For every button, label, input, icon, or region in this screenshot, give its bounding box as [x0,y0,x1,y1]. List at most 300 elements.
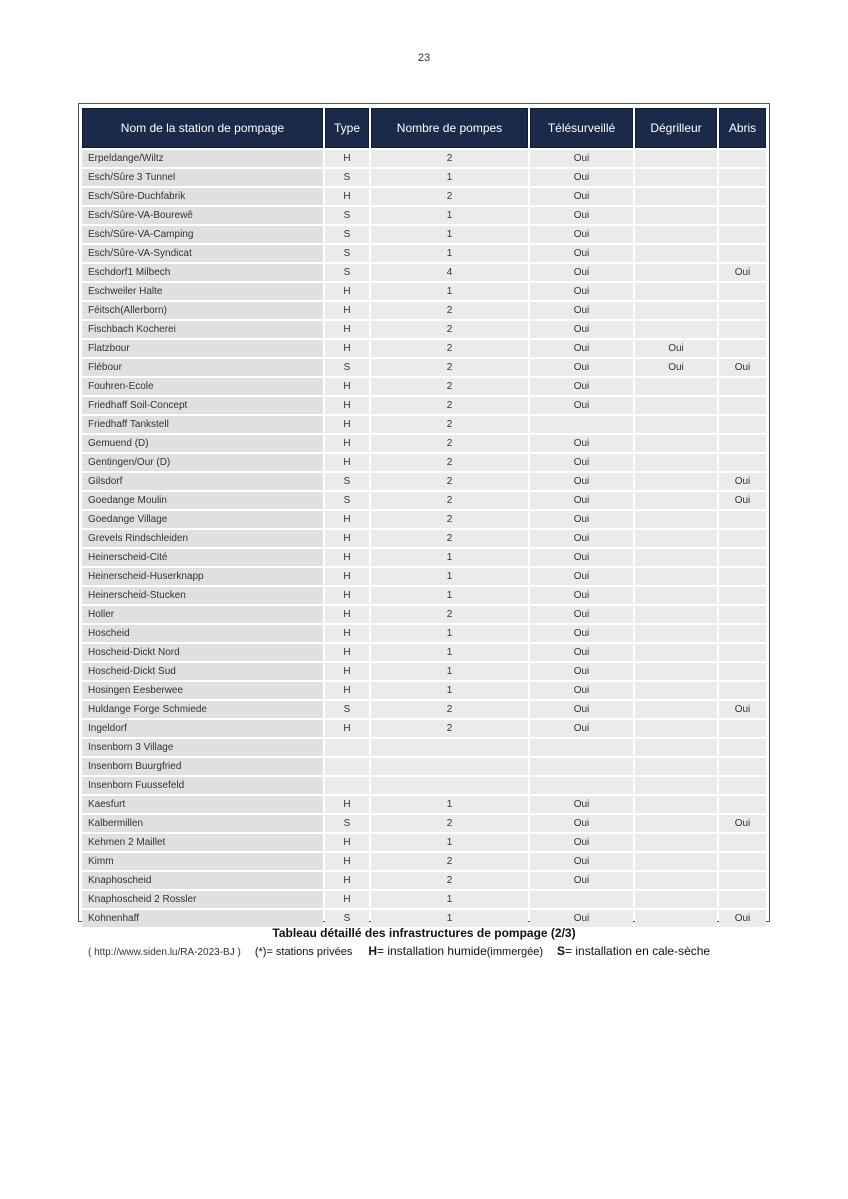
cell-type [325,777,369,794]
table-row [82,492,766,509]
cell-pump-count: 2 [371,701,528,718]
table-row [82,606,766,623]
cell-pump-count: 2 [371,815,528,832]
table-row [82,568,766,585]
table-row [82,796,766,813]
table-row [82,378,766,395]
cell-type: H [325,340,369,357]
cell-remote-monitoring: Oui [530,663,633,680]
cell-shelter: Oui [719,359,766,376]
cell-pump-count: 2 [371,872,528,889]
cell-pump-count: 2 [371,454,528,471]
cell-shelter: Oui [719,701,766,718]
cell-shelter [719,169,766,186]
cell-pump-count: 2 [371,302,528,319]
table-row [82,226,766,243]
cell-type: H [325,188,369,205]
cell-pump-count [371,739,528,756]
cell-pump-count: 1 [371,207,528,224]
cell-pump-count: 2 [371,150,528,167]
cell-type: H [325,625,369,642]
cell-pump-count: 2 [371,511,528,528]
table-row [82,321,766,338]
cell-shelter: Oui [719,473,766,490]
cell-screen [635,606,717,623]
legend-h-symbol: H [368,944,378,958]
cell-remote-monitoring: Oui [530,226,633,243]
cell-station-name: Grevels Rindschleiden [82,530,323,547]
cell-screen [635,549,717,566]
cell-station-name: Féitsch(Allerborn) [82,302,323,319]
cell-pump-count: 1 [371,682,528,699]
header-type: Type [325,108,369,148]
cell-screen [635,169,717,186]
cell-shelter [719,796,766,813]
cell-remote-monitoring: Oui [530,625,633,642]
table-row [82,682,766,699]
cell-remote-monitoring: Oui [530,853,633,870]
cell-pump-count: 1 [371,568,528,585]
header-station-name: Nom de la station de pompage [82,108,323,148]
legend-private-symbol: (*) [254,946,267,958]
legend-dry [557,944,710,958]
cell-pump-count: 2 [371,359,528,376]
cell-shelter [719,511,766,528]
cell-pump-count [371,777,528,794]
header-remote-monitoring: Télésurveillé [530,108,633,148]
cell-pump-count: 1 [371,644,528,661]
cell-type: H [325,511,369,528]
cell-shelter: Oui [719,264,766,281]
cell-shelter [719,777,766,794]
cell-pump-count: 2 [371,378,528,395]
cell-pump-count: 1 [371,910,528,927]
cell-shelter [719,549,766,566]
cell-type [325,739,369,756]
cell-type: H [325,454,369,471]
cell-pump-count: 1 [371,891,528,908]
cell-type: H [325,606,369,623]
source-url: ( http://www.siden.lu/RA-2023-BJ ) [88,947,241,958]
cell-screen [635,492,717,509]
cell-pump-count: 1 [371,587,528,604]
cell-type: H [325,435,369,452]
cell-station-name: Eschdorf1 Milbech [82,264,323,281]
table-row [82,834,766,851]
cell-station-name: Gemuend (D) [82,435,323,452]
cell-station-name: Kaesfurt [82,796,323,813]
cell-shelter [719,872,766,889]
cell-pump-count: 4 [371,264,528,281]
cell-remote-monitoring: Oui [530,587,633,604]
table-row [82,473,766,490]
table-row [82,872,766,889]
cell-shelter [719,283,766,300]
cell-station-name: Esch/Sûre-VA-Camping [82,226,323,243]
cell-station-name: Insenborn Buurgfried [82,758,323,775]
cell-shelter [719,568,766,585]
cell-pump-count: 1 [371,283,528,300]
cell-remote-monitoring: Oui [530,530,633,547]
cell-remote-monitoring: Oui [530,549,633,566]
cell-type: H [325,568,369,585]
cell-shelter [719,245,766,262]
cell-station-name: Gentingen/Our (D) [82,454,323,471]
cell-remote-monitoring: Oui [530,511,633,528]
cell-shelter [719,891,766,908]
table-row [82,777,766,794]
cell-type: H [325,302,369,319]
table-row [82,207,766,224]
cell-type: S [325,245,369,262]
cell-type: S [325,169,369,186]
cell-station-name: Heinerscheid-Stucken [82,587,323,604]
cell-type: H [325,549,369,566]
cell-station-name: Heinerscheid-Huserknapp [82,568,323,585]
header-shelter: Abris [719,108,766,148]
cell-screen [635,644,717,661]
cell-pump-count: 1 [371,796,528,813]
cell-screen [635,910,717,927]
cell-screen [635,150,717,167]
cell-screen [635,473,717,490]
cell-shelter [719,188,766,205]
cell-type: H [325,682,369,699]
cell-type: H [325,150,369,167]
cell-screen [635,511,717,528]
header-screen: Dégrilleur [635,108,717,148]
cell-screen [635,302,717,319]
cell-shelter [719,758,766,775]
cell-remote-monitoring: Oui [530,340,633,357]
cell-shelter [719,853,766,870]
cell-screen [635,207,717,224]
page-number: 23 [417,52,431,64]
cell-screen [635,530,717,547]
cell-station-name: Knaphoscheid 2 Rossler [82,891,323,908]
cell-type: H [325,891,369,908]
cell-station-name: Kehmen 2 Maillet [82,834,323,851]
cell-station-name: Hoscheid [82,625,323,642]
cell-pump-count: 2 [371,340,528,357]
cell-remote-monitoring: Oui [530,910,633,927]
cell-station-name: Erpeldange/Wiltz [82,150,323,167]
table-row [82,454,766,471]
cell-station-name: Knaphoscheid [82,872,323,889]
cell-remote-monitoring: Oui [530,188,633,205]
cell-remote-monitoring: Oui [530,815,633,832]
cell-remote-monitoring: Oui [530,568,633,585]
cell-station-name: Huldange Forge Schmiede [82,701,323,718]
cell-remote-monitoring: Oui [530,283,633,300]
cell-shelter [719,378,766,395]
legend-s-text: = installation en cale-sèche [565,944,711,958]
cell-pump-count: 1 [371,834,528,851]
cell-type: H [325,587,369,604]
cell-type: H [325,530,369,547]
cell-screen [635,834,717,851]
cell-remote-monitoring: Oui [530,473,633,490]
table-row [82,587,766,604]
table-row [82,511,766,528]
cell-shelter [719,340,766,357]
pumping-stations-table-frame [78,103,770,922]
cell-station-name: Eschweiler Halte [82,283,323,300]
cell-type: H [325,283,369,300]
cell-shelter [719,321,766,338]
table-row [82,150,766,167]
cell-shelter: Oui [719,492,766,509]
cell-shelter [719,150,766,167]
cell-screen [635,663,717,680]
cell-station-name: Flébour [82,359,323,376]
cell-station-name: Heinerscheid-Cité [82,549,323,566]
cell-shelter: Oui [719,815,766,832]
cell-pump-count: 1 [371,245,528,262]
table-legend [88,944,778,958]
cell-pump-count: 1 [371,226,528,243]
cell-shelter [719,397,766,414]
cell-type: S [325,264,369,281]
cell-shelter [719,682,766,699]
cell-remote-monitoring: Oui [530,606,633,623]
table-row [82,397,766,414]
table-row [82,340,766,357]
cell-screen [635,226,717,243]
legend-h-text: = installation humide [377,944,487,958]
cell-station-name: Gilsdorf [82,473,323,490]
table-row [82,188,766,205]
cell-screen [635,796,717,813]
cell-remote-monitoring [530,416,633,433]
table-row [82,853,766,870]
cell-type: S [325,492,369,509]
table-caption: Tableau détaillé des infrastructures de pompage (2/3) [272,926,576,940]
cell-type: S [325,359,369,376]
cell-remote-monitoring: Oui [530,264,633,281]
legend-private [255,946,353,958]
cell-screen [635,321,717,338]
cell-station-name: Esch/Sûre-VA-Bourewê [82,207,323,224]
cell-screen: Oui [635,340,717,357]
cell-screen [635,378,717,395]
cell-type: S [325,701,369,718]
cell-screen [635,568,717,585]
cell-remote-monitoring [530,777,633,794]
cell-type: H [325,872,369,889]
cell-remote-monitoring: Oui [530,872,633,889]
cell-type: S [325,815,369,832]
cell-shelter [719,644,766,661]
cell-remote-monitoring: Oui [530,720,633,737]
cell-pump-count: 2 [371,435,528,452]
cell-type: H [325,416,369,433]
cell-screen [635,416,717,433]
table-row [82,549,766,566]
cell-station-name: Hoscheid-Dickt Nord [82,644,323,661]
cell-remote-monitoring: Oui [530,834,633,851]
cell-type: H [325,853,369,870]
cell-station-name: Goedange Moulin [82,492,323,509]
cell-screen [635,853,717,870]
cell-type: H [325,397,369,414]
cell-station-name: Insenborn 3 Village [82,739,323,756]
table-row [82,435,766,452]
cell-shelter [719,739,766,756]
cell-station-name: Ingeldorf [82,720,323,737]
cell-remote-monitoring: Oui [530,150,633,167]
pumping-stations-table [80,106,768,929]
cell-remote-monitoring [530,739,633,756]
cell-station-name: Friedhaff Tankstell [82,416,323,433]
cell-remote-monitoring [530,758,633,775]
cell-type: H [325,378,369,395]
cell-screen [635,701,717,718]
cell-screen [635,682,717,699]
table-row [82,815,766,832]
table-row [82,720,766,737]
cell-screen [635,720,717,737]
cell-remote-monitoring: Oui [530,321,633,338]
cell-pump-count: 2 [371,321,528,338]
cell-type: H [325,663,369,680]
table-header-row [82,108,766,148]
cell-screen [635,891,717,908]
cell-station-name: Esch/Sûre-Duchfabrik [82,188,323,205]
cell-type: S [325,226,369,243]
cell-shelter: Oui [719,910,766,927]
cell-pump-count: 1 [371,549,528,566]
cell-screen [635,815,717,832]
cell-remote-monitoring: Oui [530,492,633,509]
table-row [82,302,766,319]
cell-shelter [719,720,766,737]
cell-pump-count: 2 [371,397,528,414]
cell-screen [635,587,717,604]
cell-station-name: Fischbach Kocherei [82,321,323,338]
legend-h-note: (immergée) [486,946,543,958]
cell-station-name: Esch/Sûre-VA-Syndicat [82,245,323,262]
cell-type: S [325,910,369,927]
table-row [82,416,766,433]
cell-shelter [719,226,766,243]
cell-type: H [325,321,369,338]
cell-pump-count: 2 [371,530,528,547]
cell-remote-monitoring: Oui [530,169,633,186]
cell-type: H [325,644,369,661]
cell-shelter [719,663,766,680]
header-pump-count: Nombre de pompes [371,108,528,148]
legend-private-text: = stations privées [266,946,353,958]
cell-station-name: Goedange Village [82,511,323,528]
cell-station-name: Hosingen Eesberwee [82,682,323,699]
cell-pump-count: 2 [371,188,528,205]
cell-pump-count: 1 [371,663,528,680]
cell-station-name: Kalbermillen [82,815,323,832]
cell-remote-monitoring: Oui [530,796,633,813]
cell-screen [635,397,717,414]
cell-shelter [719,302,766,319]
cell-remote-monitoring: Oui [530,207,633,224]
cell-screen [635,758,717,775]
cell-station-name: Kimm [82,853,323,870]
cell-type: H [325,720,369,737]
table-row [82,264,766,281]
cell-remote-monitoring: Oui [530,454,633,471]
legend-s-symbol: S [557,944,566,958]
table-row [82,359,766,376]
cell-pump-count: 1 [371,625,528,642]
cell-screen: Oui [635,359,717,376]
table-row [82,644,766,661]
table-row [82,663,766,680]
cell-station-name: Friedhaff Soil-Concept [82,397,323,414]
cell-screen [635,872,717,889]
cell-shelter [719,454,766,471]
cell-pump-count [371,758,528,775]
cell-shelter [719,606,766,623]
cell-remote-monitoring [530,891,633,908]
cell-station-name: Esch/Sûre 3 Tunnel [82,169,323,186]
cell-pump-count: 2 [371,416,528,433]
cell-screen [635,625,717,642]
cell-pump-count: 1 [371,169,528,186]
cell-station-name: Flatzbour [82,340,323,357]
cell-type: S [325,473,369,490]
table-row [82,891,766,908]
cell-type: H [325,834,369,851]
legend-humid [368,944,543,958]
table-body [82,150,766,927]
cell-type: H [325,796,369,813]
table-row [82,701,766,718]
cell-screen [635,264,717,281]
table-row [82,910,766,927]
cell-remote-monitoring: Oui [530,245,633,262]
cell-type: S [325,207,369,224]
table-row [82,530,766,547]
cell-station-name: Holler [82,606,323,623]
cell-shelter [719,625,766,642]
cell-screen [635,777,717,794]
cell-pump-count: 2 [371,853,528,870]
cell-station-name: Hoscheid-Dickt Sud [82,663,323,680]
cell-remote-monitoring: Oui [530,378,633,395]
cell-screen [635,739,717,756]
cell-station-name: Kohnenhaff [82,910,323,927]
cell-screen [635,245,717,262]
table-row [82,758,766,775]
cell-remote-monitoring: Oui [530,397,633,414]
cell-pump-count: 2 [371,492,528,509]
table-row [82,739,766,756]
cell-remote-monitoring: Oui [530,435,633,452]
cell-shelter [719,834,766,851]
cell-pump-count: 2 [371,606,528,623]
cell-station-name: Fouhren-Ecole [82,378,323,395]
table-row [82,283,766,300]
cell-pump-count: 2 [371,720,528,737]
cell-pump-count: 2 [371,473,528,490]
table-row [82,245,766,262]
cell-remote-monitoring: Oui [530,701,633,718]
cell-shelter [719,435,766,452]
cell-screen [635,283,717,300]
cell-shelter [719,587,766,604]
cell-shelter [719,207,766,224]
cell-shelter [719,530,766,547]
cell-remote-monitoring: Oui [530,302,633,319]
